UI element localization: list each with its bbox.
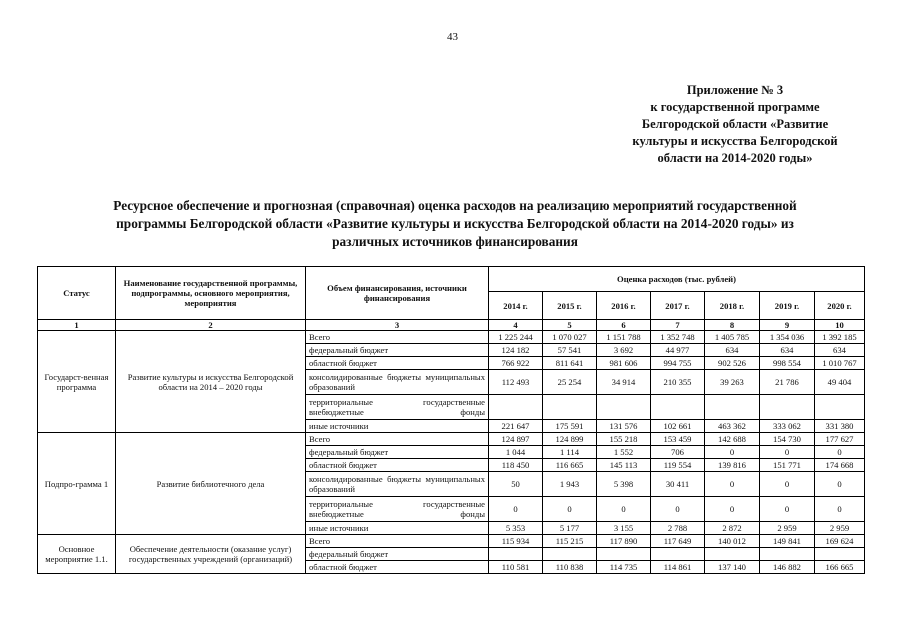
appendix-line: культуры и искусства Белгородской	[632, 134, 838, 148]
value-cell: 154 730	[760, 433, 815, 446]
value-cell: 140 012	[705, 535, 760, 548]
value-cell: 981 606	[597, 357, 651, 370]
value-cell: 1 070 027	[543, 331, 597, 344]
value-cell: 177 627	[815, 433, 865, 446]
funding-source: территориальные государственные внебюджетные фонды	[306, 395, 489, 420]
column-index: 3	[306, 320, 489, 331]
value-cell	[815, 548, 865, 561]
row-name: Развитие библиотечного дела	[116, 433, 306, 535]
column-index: 10	[815, 320, 865, 331]
funding-source: Всего	[306, 535, 489, 548]
header-year: 2020 г.	[815, 292, 865, 320]
appendix-line: к государственной программе	[650, 100, 820, 114]
funding-source: областной бюджет	[306, 561, 489, 574]
value-cell: 2 959	[760, 522, 815, 535]
table-row	[38, 433, 865, 446]
header-year: 2019 г.	[760, 292, 815, 320]
column-index: 2	[116, 320, 306, 331]
value-cell: 0	[815, 472, 865, 497]
value-cell: 0	[760, 472, 815, 497]
value-cell: 0	[543, 497, 597, 522]
value-cell: 151 771	[760, 459, 815, 472]
value-cell: 210 355	[651, 370, 705, 395]
value-cell: 1 943	[543, 472, 597, 497]
value-cell: 139 816	[705, 459, 760, 472]
value-cell: 0	[815, 446, 865, 459]
value-cell	[651, 548, 705, 561]
value-cell: 149 841	[760, 535, 815, 548]
value-cell: 0	[651, 497, 705, 522]
value-cell: 1 405 785	[705, 331, 760, 344]
value-cell: 1 151 788	[597, 331, 651, 344]
value-cell: 3 692	[597, 344, 651, 357]
value-cell: 102 661	[651, 420, 705, 433]
value-cell: 463 362	[705, 420, 760, 433]
value-cell: 39 263	[705, 370, 760, 395]
column-index: 9	[760, 320, 815, 331]
value-cell: 706	[651, 446, 705, 459]
value-cell: 1 552	[597, 446, 651, 459]
header-status: Статус	[38, 267, 116, 320]
appendix-line: Приложение № 3	[686, 83, 784, 97]
row-name: Обеспечение деятельности (оказание услуг) государственных учреждений (организаций)	[116, 535, 306, 574]
header-year: 2018 г.	[705, 292, 760, 320]
row-status: Государст-венная программа	[38, 331, 116, 433]
value-cell: 34 914	[597, 370, 651, 395]
value-cell	[760, 548, 815, 561]
value-cell: 30 411	[651, 472, 705, 497]
funding-source: федеральный бюджет	[306, 548, 489, 561]
header-year: 2015 г.	[543, 292, 597, 320]
value-cell: 114 861	[651, 561, 705, 574]
value-cell: 0	[760, 497, 815, 522]
row-status: Подпро-грамма 1	[38, 433, 116, 535]
header-year: 2016 г.	[597, 292, 651, 320]
value-cell: 57 541	[543, 344, 597, 357]
value-cell: 131 576	[597, 420, 651, 433]
funding-source: консолидированные бюджеты муниципальных образований	[306, 472, 489, 497]
value-cell: 124 897	[489, 433, 543, 446]
funding-source: иные источники	[306, 522, 489, 535]
appendix-line: Белгородской области «Развитие	[641, 117, 829, 131]
value-cell	[705, 395, 760, 420]
value-cell: 1 114	[543, 446, 597, 459]
value-cell: 146 882	[760, 561, 815, 574]
value-cell: 998 554	[760, 357, 815, 370]
value-cell: 137 140	[705, 561, 760, 574]
funding-source: иные источники	[306, 420, 489, 433]
appendix-heading	[560, 82, 905, 167]
value-cell	[651, 395, 705, 420]
funding-source: территориальные государственные внебюджетные фонды	[306, 497, 489, 522]
value-cell: 175 591	[543, 420, 597, 433]
funding-source: областной бюджет	[306, 357, 489, 370]
value-cell: 142 688	[705, 433, 760, 446]
funding-source: консолидированные бюджеты муниципальных образований	[306, 370, 489, 395]
value-cell	[815, 395, 865, 420]
value-cell: 110 838	[543, 561, 597, 574]
value-cell: 117 890	[597, 535, 651, 548]
value-cell: 0	[597, 497, 651, 522]
value-cell: 110 581	[489, 561, 543, 574]
value-cell: 811 641	[543, 357, 597, 370]
appendix-line: области на 2014-2020 годы»	[657, 151, 813, 165]
column-index: 5	[543, 320, 597, 331]
value-cell: 1 010 767	[815, 357, 865, 370]
value-cell: 21 786	[760, 370, 815, 395]
header-name: Наименование государственной программы, подпрограммы, основного мероприятия, мероприятия	[116, 267, 306, 320]
funding-source: федеральный бюджет	[306, 344, 489, 357]
value-cell	[489, 395, 543, 420]
value-cell: 118 450	[489, 459, 543, 472]
value-cell: 0	[705, 497, 760, 522]
value-cell: 333 062	[760, 420, 815, 433]
value-cell: 902 526	[705, 357, 760, 370]
table-row	[38, 331, 865, 344]
column-index: 6	[597, 320, 651, 331]
value-cell: 153 459	[651, 433, 705, 446]
header-year: 2014 г.	[489, 292, 543, 320]
value-cell: 1 392 185	[815, 331, 865, 344]
value-cell: 221 647	[489, 420, 543, 433]
value-cell: 1 352 748	[651, 331, 705, 344]
title-line: различных источников финансирования	[332, 234, 578, 249]
value-cell: 994 755	[651, 357, 705, 370]
header-estimate: Оценка расходов (тыс. рублей)	[489, 267, 865, 292]
value-cell: 0	[705, 472, 760, 497]
column-index: 1	[38, 320, 116, 331]
funding-source: Всего	[306, 331, 489, 344]
value-cell: 115 215	[543, 535, 597, 548]
value-cell	[597, 395, 651, 420]
value-cell: 114 735	[597, 561, 651, 574]
column-index: 4	[489, 320, 543, 331]
header-volume: Объем финансирования, источники финансирования	[306, 267, 489, 320]
funding-source: Всего	[306, 433, 489, 446]
value-cell: 0	[705, 446, 760, 459]
value-cell: 0	[815, 497, 865, 522]
value-cell: 112 493	[489, 370, 543, 395]
title-line: программы Белгородской области «Развитие культуры и искусства Белгородской области на 2014-2020 годы» из	[116, 216, 794, 231]
value-cell: 634	[815, 344, 865, 357]
header-year: 2017 г.	[651, 292, 705, 320]
funding-source: областной бюджет	[306, 459, 489, 472]
value-cell: 155 218	[597, 433, 651, 446]
value-cell: 1 225 244	[489, 331, 543, 344]
value-cell: 25 254	[543, 370, 597, 395]
funding-source: федеральный бюджет	[306, 446, 489, 459]
value-cell: 0	[760, 446, 815, 459]
value-cell: 169 624	[815, 535, 865, 548]
value-cell: 124 182	[489, 344, 543, 357]
value-cell: 5 353	[489, 522, 543, 535]
row-name: Развитие культуры и искусства Белгородской области на 2014 – 2020 годы	[116, 331, 306, 433]
value-cell: 2 788	[651, 522, 705, 535]
value-cell: 116 665	[543, 459, 597, 472]
value-cell: 49 404	[815, 370, 865, 395]
value-cell: 766 922	[489, 357, 543, 370]
value-cell	[597, 548, 651, 561]
value-cell: 331 380	[815, 420, 865, 433]
value-cell: 3 155	[597, 522, 651, 535]
value-cell: 50	[489, 472, 543, 497]
value-cell	[705, 548, 760, 561]
column-index: 7	[651, 320, 705, 331]
value-cell: 2 872	[705, 522, 760, 535]
value-cell: 1 354 036	[760, 331, 815, 344]
value-cell	[489, 548, 543, 561]
column-index: 8	[705, 320, 760, 331]
value-cell: 145 113	[597, 459, 651, 472]
value-cell: 634	[705, 344, 760, 357]
title-line: Ресурсное обеспечение и прогнозная (справочная) оценка расходов на реализацию мероприятий государственной	[113, 198, 797, 213]
value-cell: 119 554	[651, 459, 705, 472]
value-cell: 174 668	[815, 459, 865, 472]
value-cell	[543, 395, 597, 420]
value-cell	[543, 548, 597, 561]
value-cell: 1 044	[489, 446, 543, 459]
value-cell: 5 177	[543, 522, 597, 535]
table-row	[38, 535, 865, 548]
value-cell: 115 934	[489, 535, 543, 548]
value-cell: 634	[760, 344, 815, 357]
value-cell	[760, 395, 815, 420]
document-title	[40, 197, 870, 251]
value-cell: 117 649	[651, 535, 705, 548]
row-status: Основное мероприятие 1.1.	[38, 535, 116, 574]
value-cell: 2 959	[815, 522, 865, 535]
value-cell: 44 977	[651, 344, 705, 357]
value-cell: 0	[489, 497, 543, 522]
value-cell: 5 398	[597, 472, 651, 497]
value-cell: 166 665	[815, 561, 865, 574]
resource-table	[37, 266, 865, 574]
page-number: 43	[447, 31, 458, 43]
value-cell: 124 899	[543, 433, 597, 446]
